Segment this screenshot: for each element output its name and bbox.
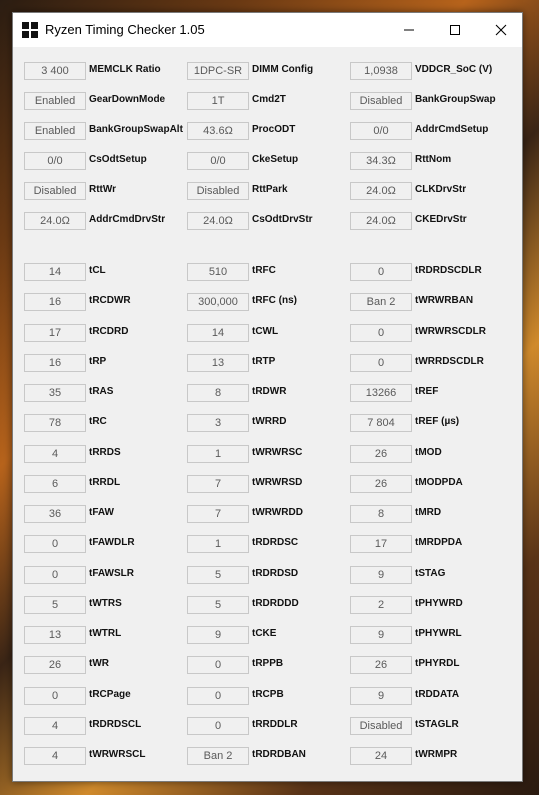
field-tfaw	[24, 505, 186, 525]
value-box[interactable]: 43.6Ω	[187, 122, 249, 140]
field-label: tFAWDLR	[89, 537, 135, 549]
field-trdrdban	[187, 747, 349, 767]
value-box[interactable]: Disabled	[350, 92, 412, 110]
field-clkdrvstr	[350, 182, 512, 202]
close-button[interactable]	[478, 13, 524, 47]
field-trppb	[187, 656, 349, 676]
field-csodtsetup	[24, 152, 186, 172]
field-label: tRCDRD	[89, 325, 129, 337]
app-window	[12, 12, 523, 782]
field-label: tRFC (ns)	[252, 295, 297, 307]
minimize-button[interactable]	[386, 13, 432, 47]
value-box[interactable]: Disabled	[350, 717, 412, 735]
field-label: tRDDATA	[415, 688, 460, 700]
value-box[interactable]: Enabled	[24, 122, 86, 140]
value-box[interactable]: 0	[187, 687, 249, 705]
field-trp	[24, 354, 186, 374]
field-label: tWRRDSCDLR	[415, 355, 484, 367]
field-label: DIMM Config	[252, 64, 314, 75]
field-ckesetup	[187, 152, 349, 172]
value-box[interactable]: 300,000	[187, 293, 249, 311]
field-label: tRDRDDD	[252, 597, 299, 609]
value-box[interactable]: 8	[187, 384, 249, 402]
field-tmrdpda	[350, 535, 512, 555]
minimize-icon	[403, 24, 415, 36]
value-box[interactable]: 1DPC-SR	[187, 62, 249, 80]
field-twrrdscdlr	[350, 354, 512, 374]
field-trdrdsc	[187, 535, 349, 555]
field-label: CsOdtDrvStr	[252, 214, 313, 225]
field-label: tRDRDBAN	[252, 749, 306, 760]
field-twrmpr	[350, 747, 512, 767]
value-box[interactable]: 0	[187, 717, 249, 735]
value-box[interactable]: 0	[350, 324, 412, 342]
value-box[interactable]: 35	[24, 384, 86, 402]
value-box[interactable]: 26	[350, 475, 412, 493]
field-label: MEMCLK Ratio	[89, 64, 161, 75]
field-label: CLKDrvStr	[415, 184, 467, 195]
field-label: GearDownMode	[89, 94, 166, 105]
field-label: tCL	[89, 265, 106, 276]
field-label: tMRD	[415, 507, 442, 518]
field-label: tRDRDSCL	[89, 718, 142, 730]
field-label: tSTAGLR	[415, 718, 459, 730]
value-box[interactable]: 14	[187, 324, 249, 342]
value-box[interactable]: 16	[24, 354, 86, 372]
value-box[interactable]: 24.0Ω	[24, 212, 86, 230]
value-box[interactable]: 7 804	[350, 414, 412, 432]
field-trcpage	[24, 687, 186, 707]
field-label: tRDWR	[252, 386, 287, 397]
value-box[interactable]: 1,0938	[350, 62, 412, 80]
value-box[interactable]: 4	[24, 747, 86, 765]
field-label: tMOD	[415, 446, 442, 458]
field-memclk-ratio	[24, 62, 186, 82]
field-label: tRTP	[252, 355, 276, 367]
field-dimm-config	[187, 62, 349, 82]
value-box[interactable]: 0/0	[24, 152, 86, 170]
value-box[interactable]: 14	[24, 263, 86, 281]
field-label: tRPPB	[252, 658, 284, 670]
field-rttpark	[187, 182, 349, 202]
field-label: tPHYWRD	[415, 597, 463, 609]
field-tras	[24, 384, 186, 404]
field-label: tRRDS	[89, 446, 121, 458]
field-label: tPHYRDL	[415, 658, 460, 670]
field-tmod	[350, 445, 512, 465]
window-title: Ryzen Timing Checker 1.05	[45, 22, 205, 37]
field-twrwrscdlr	[350, 324, 512, 344]
value-box[interactable]: 17	[24, 324, 86, 342]
field-label: RttWr	[89, 184, 117, 195]
field-twrwrscl	[24, 747, 186, 767]
field-tphywrl	[350, 626, 512, 646]
field-label: tPHYWRL	[415, 628, 462, 639]
value-box[interactable]: 36	[24, 505, 86, 523]
field-label: tWRRD	[252, 416, 287, 428]
value-box[interactable]: 0	[24, 535, 86, 553]
field-label: tWRWRSC	[252, 446, 303, 458]
value-box[interactable]: Enabled	[24, 92, 86, 110]
value-box[interactable]: Ban 2	[350, 293, 412, 311]
field-label: tFAWSLR	[89, 567, 134, 579]
value-box[interactable]: 9	[350, 566, 412, 584]
app-icon	[22, 22, 38, 38]
field-trrdl	[24, 475, 186, 495]
value-box[interactable]: 26	[350, 445, 412, 463]
field-trdrdscdlr	[350, 263, 512, 283]
field-trcdwr	[24, 293, 186, 313]
field-label: tWRWRSCL	[89, 749, 146, 760]
field-label: tCWL	[252, 325, 279, 337]
value-box[interactable]: 9	[350, 626, 412, 644]
field-tfawdlr	[24, 535, 186, 555]
field-tphyrdl	[350, 656, 512, 676]
field-label: tRP	[89, 355, 107, 367]
field-label: tWTRS	[89, 597, 122, 609]
field-label: tCKE	[252, 628, 277, 639]
value-box[interactable]: 1	[187, 445, 249, 463]
field-label: tRC	[89, 416, 107, 428]
field-label: AddrCmdSetup	[415, 124, 489, 135]
field-label: AddrCmdDrvStr	[89, 214, 166, 225]
field-label: RttNom	[415, 154, 452, 165]
value-box[interactable]: 13266	[350, 384, 412, 402]
value-box[interactable]: 26	[24, 656, 86, 674]
field-label: tRFC	[252, 265, 276, 276]
value-box[interactable]: 4	[24, 717, 86, 735]
field-procodt	[187, 122, 349, 142]
value-box[interactable]: 4	[24, 445, 86, 463]
field-trcpb	[187, 687, 349, 707]
close-icon	[495, 24, 507, 36]
value-box[interactable]: 5	[187, 596, 249, 614]
value-box[interactable]: Disabled	[24, 182, 86, 200]
value-box[interactable]: 2	[350, 596, 412, 614]
field-label: tRCPB	[252, 688, 284, 700]
field-twrwrsd	[187, 475, 349, 495]
field-trfc-ns	[187, 293, 349, 313]
value-box[interactable]: 1T	[187, 92, 249, 110]
field-label: tRAS	[89, 386, 114, 397]
field-label: tWRWRSD	[252, 476, 303, 488]
value-box[interactable]: 8	[350, 505, 412, 523]
maximize-icon	[449, 24, 461, 36]
value-box[interactable]: 6	[24, 475, 86, 493]
value-box[interactable]: 510	[187, 263, 249, 281]
value-box[interactable]: 1	[187, 535, 249, 553]
field-trdrdsd	[187, 566, 349, 586]
value-box[interactable]: 0	[350, 354, 412, 372]
field-ckedrvstr	[350, 212, 512, 232]
field-trrddlr	[187, 717, 349, 737]
field-csodtdrvstr	[187, 212, 349, 232]
value-box[interactable]: 13	[24, 626, 86, 644]
value-box[interactable]: 24.0Ω	[350, 212, 412, 230]
value-box[interactable]: 0/0	[187, 152, 249, 170]
field-label: RttPark	[252, 184, 288, 195]
field-tstaglr	[350, 717, 512, 737]
value-box[interactable]: 0/0	[350, 122, 412, 140]
field-label: tRDRDSD	[252, 567, 299, 579]
field-tfawslr	[24, 566, 186, 586]
field-label: tRRDL	[89, 476, 121, 488]
field-tmrd	[350, 505, 512, 525]
field-label: ProcODT	[252, 124, 296, 135]
field-trfc	[187, 263, 349, 283]
field-twrwrsc	[187, 445, 349, 465]
field-bankgroupswap	[350, 92, 512, 112]
field-label: VDDCR_SoC (V)	[415, 64, 493, 75]
field-tref-s	[350, 414, 512, 434]
value-box[interactable]: 24	[350, 747, 412, 765]
field-rttnom	[350, 152, 512, 172]
field-label: CsOdtSetup	[89, 154, 147, 165]
field-trtp	[187, 354, 349, 374]
field-label: CKEDrvStr	[415, 214, 467, 225]
field-label: tSTAG	[415, 567, 446, 579]
value-box[interactable]: 34.3Ω	[350, 152, 412, 170]
field-label: tWRWRBAN	[415, 295, 474, 307]
field-trdrdscl	[24, 717, 186, 737]
field-label: tRDRDSC	[252, 537, 299, 549]
value-box[interactable]: 5	[187, 566, 249, 584]
value-box[interactable]: 0	[187, 656, 249, 674]
field-label: tWRWRDD	[252, 507, 303, 518]
value-box[interactable]: 17	[350, 535, 412, 553]
field-trddata	[350, 687, 512, 707]
field-trcdrd	[24, 324, 186, 344]
field-label: tRRDDLR	[252, 718, 298, 730]
field-geardownmode	[24, 92, 186, 112]
field-label: tWTRL	[89, 628, 122, 639]
value-box[interactable]: 3 400	[24, 62, 86, 80]
field-tcl	[24, 263, 186, 283]
field-twtrs	[24, 596, 186, 616]
value-box[interactable]: 3	[187, 414, 249, 432]
value-box[interactable]: 7	[187, 475, 249, 493]
field-label: tMODPDA	[415, 476, 463, 488]
field-trc	[24, 414, 186, 434]
value-box[interactable]: 0	[350, 263, 412, 281]
field-label: tMRDPDA	[415, 537, 463, 549]
field-label: tRDRDSCDLR	[415, 265, 482, 276]
field-tphywrd	[350, 596, 512, 616]
value-box[interactable]: 13	[187, 354, 249, 372]
field-twrrd	[187, 414, 349, 434]
field-label: tRCPage	[89, 688, 131, 700]
field-addrcmdsetup	[350, 122, 512, 142]
field-label: tWRWRSCDLR	[415, 325, 486, 337]
field-label: Cmd2T	[252, 94, 286, 105]
field-label: tWRMPR	[415, 749, 458, 760]
field-cmd2t	[187, 92, 349, 112]
field-label: tREF	[415, 386, 439, 397]
field-label: tFAW	[89, 507, 114, 518]
field-twrwrdd	[187, 505, 349, 525]
value-box[interactable]: 16	[24, 293, 86, 311]
field-trdrddd	[187, 596, 349, 616]
title-bar[interactable]	[13, 13, 522, 47]
value-box[interactable]: 26	[350, 656, 412, 674]
value-box[interactable]: 5	[24, 596, 86, 614]
field-label: tWR	[89, 658, 109, 670]
field-rttwr	[24, 182, 186, 202]
value-box[interactable]: Ban 2	[187, 747, 249, 765]
field-twrwrban	[350, 293, 512, 313]
field-label: tRCDWR	[89, 295, 131, 307]
value-box[interactable]: 9	[350, 687, 412, 705]
maximize-button[interactable]	[432, 13, 478, 47]
field-tcke	[187, 626, 349, 646]
field-twr	[24, 656, 186, 676]
value-box[interactable]: 24.0Ω	[187, 212, 249, 230]
field-trrds	[24, 445, 186, 465]
field-tstag	[350, 566, 512, 586]
value-box[interactable]: 24.0Ω	[350, 182, 412, 200]
value-box[interactable]: Disabled	[187, 182, 249, 200]
field-addrcmddrvstr	[24, 212, 186, 232]
field-vddcr-soc-v	[350, 62, 512, 82]
field-tcwl	[187, 324, 349, 344]
value-box[interactable]: 0	[24, 566, 86, 584]
field-tref	[350, 384, 512, 404]
field-twtrl	[24, 626, 186, 646]
value-box[interactable]: 7	[187, 505, 249, 523]
field-tmodpda	[350, 475, 512, 495]
field-label: BankGroupSwap	[415, 94, 496, 105]
value-box[interactable]: 0	[24, 687, 86, 705]
field-label: BankGroupSwapAlt	[89, 124, 183, 135]
field-trdwr	[187, 384, 349, 404]
value-box[interactable]: 78	[24, 414, 86, 432]
value-box[interactable]: 9	[187, 626, 249, 644]
field-bankgroupswapalt	[24, 122, 186, 142]
field-label: CkeSetup	[252, 154, 299, 165]
field-label: tREF (µs)	[415, 416, 460, 428]
